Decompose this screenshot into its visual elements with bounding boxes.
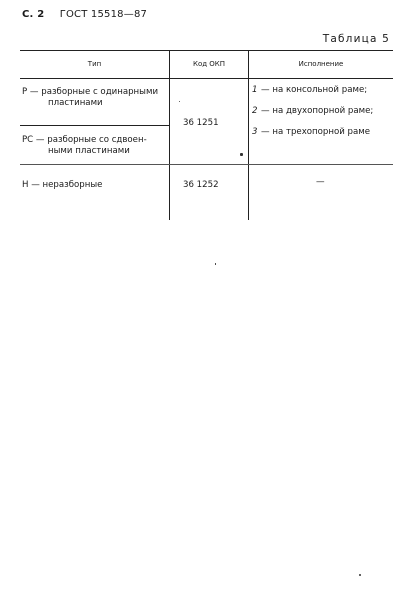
type-description-continuation: пластинами [48,98,103,108]
table-header-rule [20,78,393,79]
column-divider-2 [248,50,249,220]
column-header-okp-code: Код ОКП [192,60,226,68]
version-text: — на двухопорной раме; [261,106,374,116]
version-label: на консольной раме; [272,85,368,95]
type-code: РС [22,135,34,145]
column-header-version: Исполнение [298,60,344,68]
okp-code-cell: 36 1251 [183,118,219,128]
page-header [22,9,147,20]
version-number: 1 [252,85,258,95]
column-header-type: Тип [87,60,102,68]
type-code-p: Р — разборные с одинарными [22,87,159,97]
scan-speck [359,574,361,576]
version-dash: — [316,177,325,187]
table-caption: Таблица 5 [322,33,390,45]
scan-speck [215,263,216,265]
type-description: разборные с одинарными [41,87,159,97]
column-divider-1 [169,50,170,220]
type-description: разборные со сдвоен- [47,135,147,145]
version-label: на трехопорной раме [272,127,371,137]
scan-speck [179,101,180,102]
okp-code-cell: 36 1252 [183,180,219,190]
type-code: Н [22,180,29,190]
row-separator [20,164,393,165]
version-number: 2 [252,106,258,116]
type-description-continuation: ными пластинами [48,146,130,156]
type-code-rs: РС — разборные со сдвоен- [22,135,147,145]
type-description: неразборные [42,180,103,190]
version-label: на двухопорной раме; [272,106,374,116]
page-number: С. 2 [22,9,45,20]
version-text: — на консольной раме; [261,85,368,95]
scan-speck [240,153,243,156]
version-text: — на трехопорной раме [261,127,371,137]
type-code: Р [22,87,28,97]
standard-number: ГОСТ 15518—87 [59,9,148,20]
type-row-separator [20,125,169,126]
version-number: 3 [252,127,258,137]
type-code-n: Н — неразборные [22,180,103,190]
table-top-rule [20,50,393,51]
